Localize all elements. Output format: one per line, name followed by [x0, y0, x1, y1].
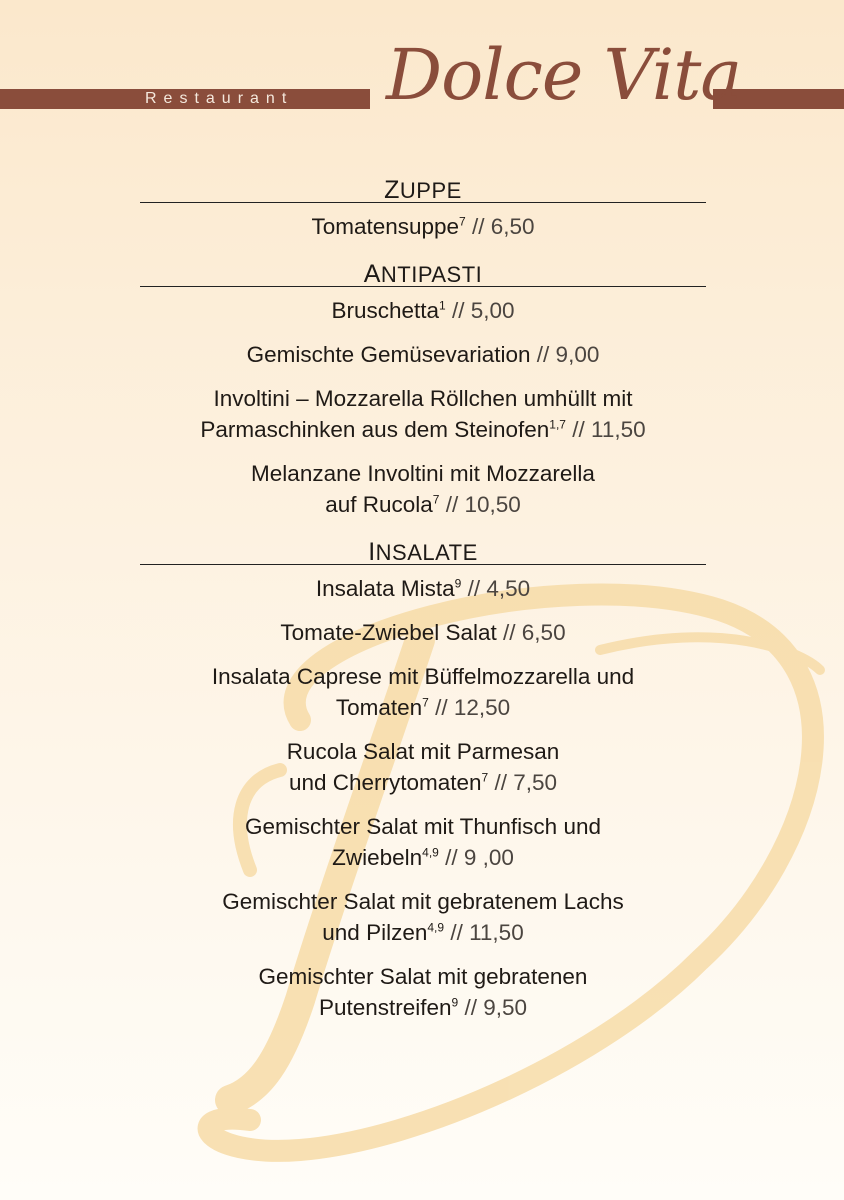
menu-item: Gemischter Salat mit Thunfisch und Zwiebeln$^{4,9}$ // 9 ,00 — [245, 814, 601, 870]
menu-item: Insalata Caprese mit Büffelmozzarella und Tomaten$^7$ // 12,50 — [211, 664, 635, 720]
menu-item: Tomatensuppe$^7$ // 6,50 — [311, 214, 535, 239]
menu-content — [140, 172, 706, 1023]
section-title: INSALATE — [140, 534, 706, 565]
menu-item: Melanzane Involtini mit Mozzarella auf Rucola$^7$ // 10,50 — [251, 461, 595, 517]
menu-item: Insalata Mista$^9$ // 4,50 — [315, 576, 531, 601]
menu-item: Gemischte Gemüsevariation // 9,00 — [246, 342, 600, 367]
menu-item: Gemischter Salat mit gebratenen Putenstreifen$^9$ // 9,50 — [258, 964, 588, 1020]
restaurant-label: Restaurant — [145, 90, 294, 107]
menu-item: Involtini – Mozzarella Röllchen umhüllt mit Parmaschinken aus dem Steinofen$^{1,7}$ // 11,50 — [200, 386, 646, 442]
section-zuppe — [140, 172, 706, 242]
menu-item: Rucola Salat mit Parmesan und Cherrytomaten$^7$ // 7,50 — [286, 739, 560, 795]
section-insalate — [140, 534, 706, 1023]
section-antipasti — [140, 256, 706, 520]
restaurant-logo: Dolce Vita — [386, 34, 742, 116]
menu-item: Bruschetta$^1$ // 5,00 — [331, 298, 515, 323]
menu-header — [0, 0, 844, 130]
menu-item: Tomate-Zwiebel Salat // 6,50 — [280, 620, 566, 645]
menu-item: Gemischter Salat mit gebratenem Lachs und Pilzen$^{4,9}$ // 11,50 — [222, 889, 624, 945]
section-title: ZUPPE — [140, 172, 706, 203]
section-title: ANTIPASTI — [140, 256, 706, 287]
